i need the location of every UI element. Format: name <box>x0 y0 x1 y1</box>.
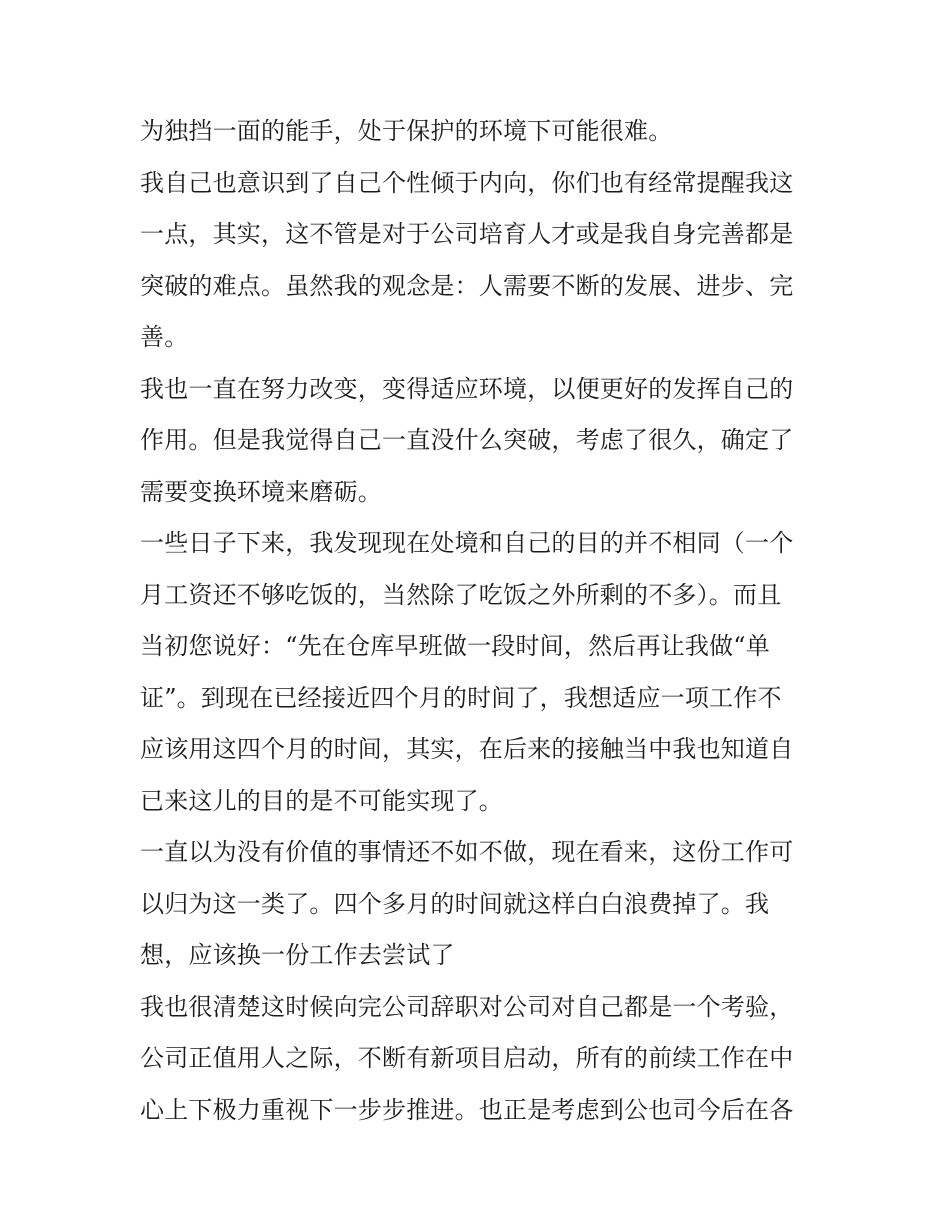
text-line: 需要变换环境来磨砺。 <box>140 477 382 506</box>
text-line: 作用。但是我觉得自己一直没什么突破，考虑了很久，确定了 <box>140 426 794 454</box>
text-line: 善。 <box>140 323 189 351</box>
text-line: 一直以为没有价值的事情还不如不做，现在看来，这份工作可 <box>140 838 794 866</box>
text-line: 应该用这四个月的时间，其实，在后来的接触当中我也知道自 <box>140 735 794 763</box>
text-line: 一些日子下来，我发现现在处境和自己的目的并不相同（一个 <box>140 529 794 557</box>
text-line: 公司正值用人之际，不断有新项目启动，所有的前续工作在中 <box>140 1044 794 1072</box>
text-line: 月工资还不够吃饭的，当然除了吃饭之外所剩的不多）。而且 <box>140 580 782 609</box>
text-line: 当初您说好：“先在仓库早班做一段时间，然后再让我做“单 <box>140 632 770 660</box>
text-line: 想，应该换一份工作去尝试了 <box>140 941 455 969</box>
text-line: 突破的难点。虽然我的观念是：人需要不断的发展、进步、完 <box>140 271 794 300</box>
text-line: 我也一直在努力改变，变得适应环境，以便更好的发挥自己的 <box>140 374 794 403</box>
text-line: 我自己也意识到了自己个性倾于内向，你们也有经常提醒我这 <box>140 168 794 197</box>
text-line: 以归为这一类了。四个多月的时间就这样白白浪费掉了。我 <box>140 889 770 918</box>
text-line: 证”。到现在已经接近四个月的时间了，我想适应一项工作不 <box>140 683 782 712</box>
text-line: 已来这儿的目的是不可能实现了。 <box>140 786 503 815</box>
document-body <box>140 106 820 1136</box>
text-line: 一点，其实，这不管是对于公司培育人才或是我自身完善都是 <box>140 220 794 248</box>
text-line: 心上下极力重视下一步步推进。也正是考虑到公也司今后在各 <box>140 1095 794 1124</box>
text-line: 为独挡一面的能手，处于保护的环境下可能很难。 <box>140 117 673 145</box>
text-line: 我也很清楚这时候向完公司辞职对公司对自己都是一个考验， <box>140 992 794 1021</box>
